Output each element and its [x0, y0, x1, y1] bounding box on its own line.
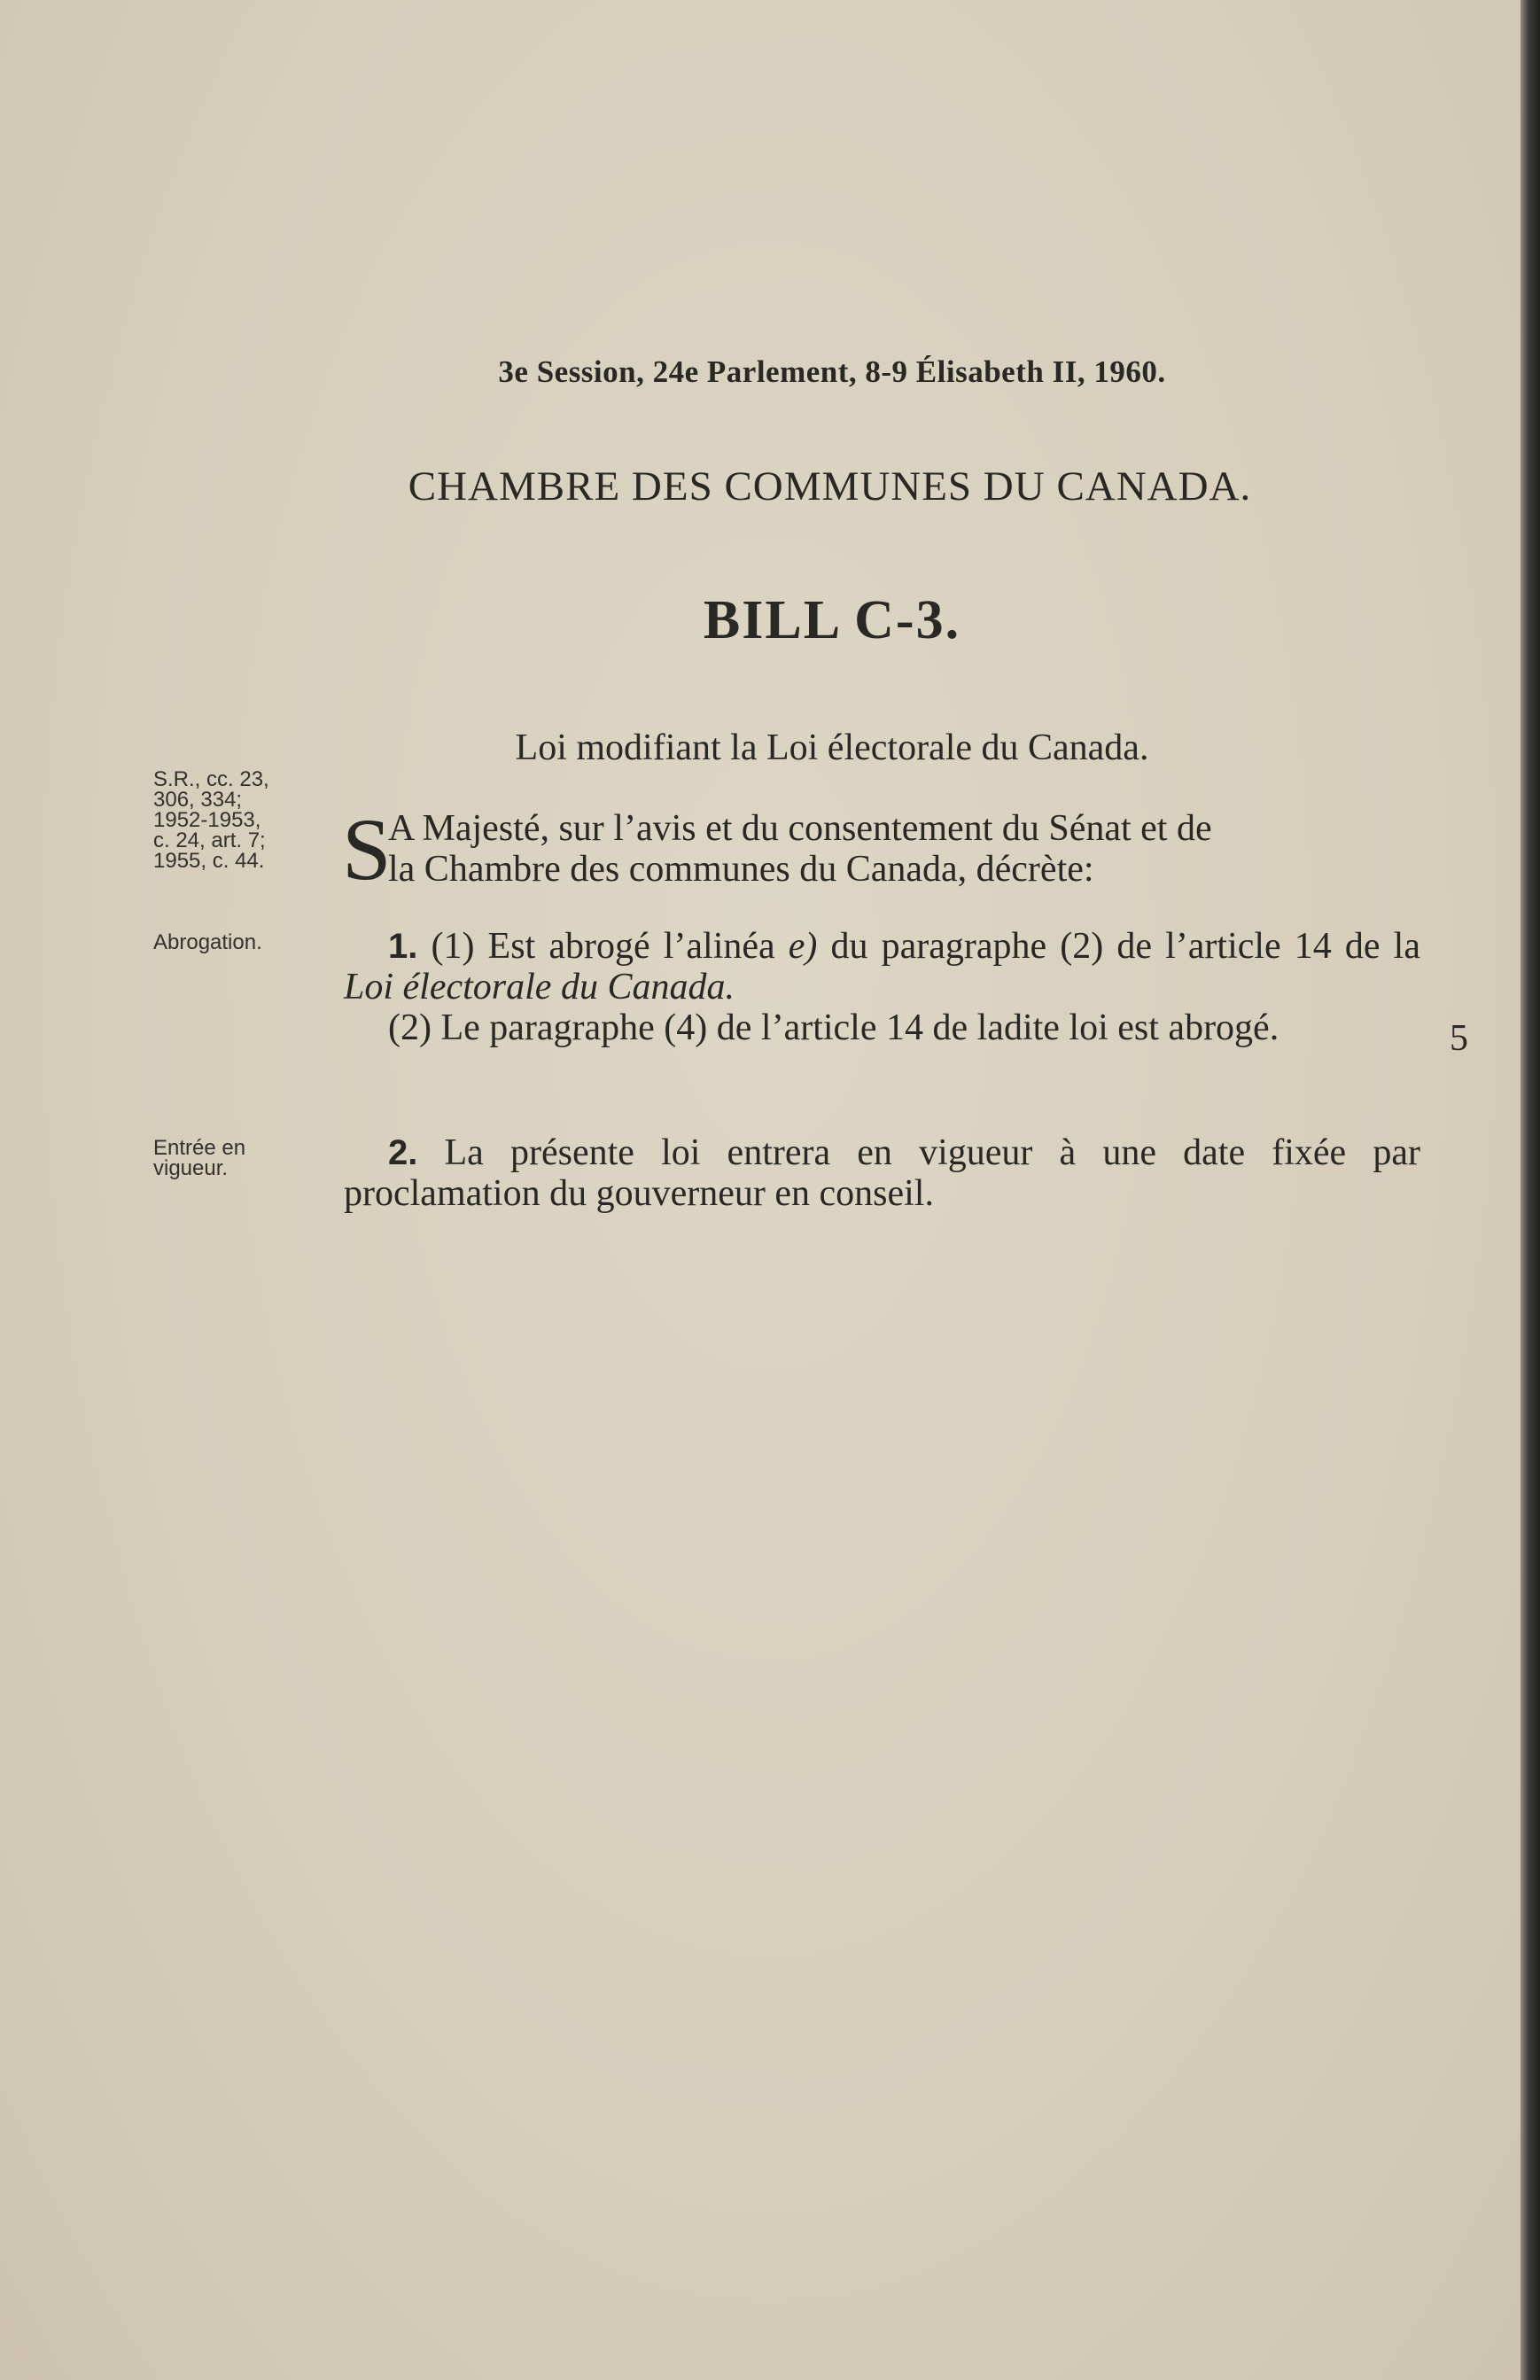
- margin-note-references: [153, 769, 331, 871]
- section-2-number: 2.: [388, 1133, 418, 1172]
- margin-entree-line1: Entrée en: [153, 1136, 246, 1160]
- bill-title: Loi modifiant la Loi électorale du Canada.: [515, 727, 1149, 768]
- section-1-text-b: du paragraphe (2) de l’article 14 de la: [817, 926, 1420, 967]
- section-1-subsection-1: [344, 926, 1420, 1007]
- section-2-text: [344, 1132, 1420, 1214]
- section-1: [344, 926, 1420, 1048]
- drop-cap: S: [342, 800, 392, 898]
- margin-ref-line: 1952-1953,: [153, 808, 261, 832]
- enacting-line2: la Chambre des communes du Canada, décrète:: [388, 849, 1094, 890]
- margin-ref-line: S.R., cc. 23,: [153, 767, 269, 791]
- line-number: 5: [1450, 1018, 1468, 1059]
- margin-entree-line2: vigueur.: [153, 1156, 229, 1180]
- section-1-subsection-2: (2) Le paragraphe (4) de l’article 14 de ladite loi est abrogé.: [388, 1007, 1279, 1048]
- session-heading: 3e Session, 24e Parlement, 8-9 Élisabeth II, 1960.: [498, 354, 1166, 389]
- enacting-clause: [342, 800, 1420, 898]
- chamber-heading: CHAMBRE DES COMMUNES DU CANADA.: [408, 463, 1252, 509]
- margin-ref-line: 1955, c. 44.: [153, 849, 265, 873]
- section-2-body: La présente loi entrera en vigueur à une date fixée par proclamation du gouverneur en conseil.: [344, 1132, 1420, 1214]
- section-1-number: 1.: [388, 927, 418, 966]
- section-1-text-a: (1) Est abrogé l’alinéa: [417, 926, 789, 967]
- section-1-law-name: Loi électorale du Canada.: [344, 967, 735, 1007]
- section-1-italic-e: e): [788, 926, 818, 967]
- margin-note-abrogation: Abrogation.: [153, 930, 262, 954]
- section-2: [344, 1132, 1420, 1214]
- bill-number: BILL C-3.: [703, 590, 961, 650]
- margin-ref-line: 306, 334;: [153, 788, 243, 812]
- enacting-line1: A Majesté, sur l’avis et du consentement du Sénat et de: [388, 808, 1212, 849]
- margin-note-entree-en-vigueur: [153, 1138, 245, 1178]
- margin-ref-line: c. 24, art. 7;: [153, 828, 266, 852]
